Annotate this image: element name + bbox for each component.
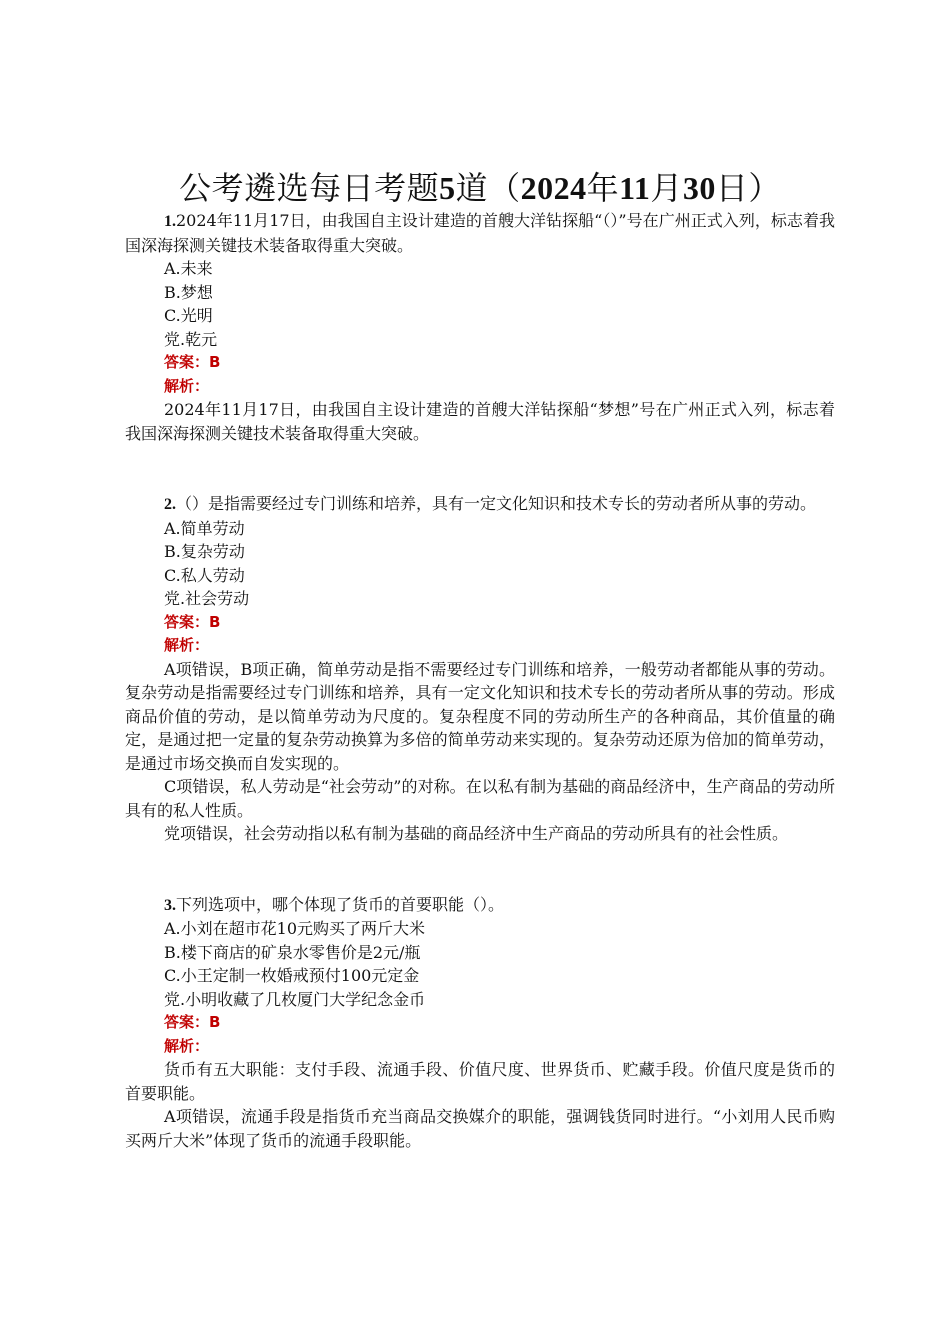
spacer [125, 846, 835, 870]
option-c: C.光明 [164, 306, 213, 325]
question-stem [125, 492, 835, 517]
option-b: B.复杂劳动 [164, 542, 245, 561]
question-number: 2. [164, 496, 176, 513]
question-text: 2024年11月17日，由我国自主设计建造的首艘大洋钻探船“（）”号在广州正式入列，标志着我国深海探测关键技术装备取得重大突破。 [125, 211, 835, 255]
analysis-paragraph: C项错误，私人劳动是“社会劳动”的对称。在以私有制为基础的商品经济中，生产商品的劳动所具有的私人性质。 [125, 777, 835, 820]
analysis-paragraph: 2024年11月17日，由我国自主设计建造的首艘大洋钻探船“梦想”号在广州正式入列，标志着我国深海探测关键技术装备取得重大突破。 [125, 400, 835, 443]
question-text: （）是指需要经过专门训练和培养，具有一定文化知识和技术专长的劳动者所从事的劳动。 [176, 494, 817, 513]
title-month: 11 [619, 170, 651, 206]
title-day: 30 [682, 170, 716, 206]
question-text: 下列选项中，哪个体现了货币的首要职能（）。 [176, 894, 505, 914]
question-number: 1. [164, 213, 176, 230]
page-title [120, 166, 840, 210]
analysis-paragraph: A项错误，B项正确，简单劳动是指不需要经过专门训练和培养，一般劳动者都能从事的劳动。复杂劳动是指需要经过专门训练和培养，具有一定文化知识和技术专长的劳动者所从事的劳动。形成商品价值的劳动，是以简单劳动为尺度的。复杂程度不同的劳动所生产的各种商品，其价值量的确定，是通过把一定量的复杂劳动换算为多倍的简单劳动来实现的。复杂劳动还原为倍加的简单劳动，是通过市场交换而自发实现的。 [125, 659, 835, 773]
title-month-unit: 月 [650, 169, 683, 207]
question-stem [125, 893, 835, 918]
question-list [125, 209, 835, 1152]
option-b: B.楼下商店的矿泉水零售价是2元/瓶 [164, 942, 421, 962]
title-text-mid: 道（ [455, 169, 521, 207]
spacer [125, 469, 835, 493]
analysis-paragraph: 货币有五大职能：支付手段、流通手段、价值尺度、世界货币、贮藏手段。价值尺度是货币的首要职能。 [125, 1060, 835, 1103]
title-text: 公考遴选每日考题 [179, 169, 440, 207]
option-d: 党.乾元 [164, 329, 218, 349]
question-block [125, 492, 835, 846]
option-c: C.私人劳动 [164, 565, 245, 585]
question-stem [125, 209, 835, 257]
title-count: 5 [439, 170, 456, 206]
question-number: 3. [164, 896, 176, 914]
title-year: 2024 [520, 170, 587, 206]
option-b: B.梦想 [164, 282, 213, 302]
spacer [125, 445, 835, 469]
analysis-label: 解析： [164, 636, 210, 654]
analysis-label: 解析： [164, 376, 210, 395]
option-d: 党.小明收藏了几枚厦门大学纪念金币 [164, 989, 426, 1009]
answer-label: 答案：B [164, 353, 221, 371]
option-d: 党.社会劳动 [164, 589, 250, 608]
option-a: A.简单劳动 [164, 518, 245, 538]
analysis-label: 解析： [164, 1036, 210, 1055]
spacer [125, 869, 835, 893]
option-a: A.小刘在超市花10元购买了两斤大米 [164, 919, 426, 938]
question-block [125, 209, 835, 445]
option-c: C.小王定制一枚婚戒预付100元定金 [164, 966, 420, 985]
question-block [125, 893, 835, 1153]
analysis-paragraph: A项错误，流通手段是指货币充当商品交换媒介的职能，强调钱货同时进行。“小刘用人民币购买两斤大米”体现了货币的流通手段职能。 [125, 1107, 835, 1150]
answer-label: 答案：B [164, 1013, 221, 1031]
option-a: A.未来 [164, 259, 213, 278]
title-day-unit: 日） [715, 169, 781, 207]
answer-label: 答案：B [164, 612, 221, 631]
title-year-unit: 年 [586, 169, 620, 207]
analysis-paragraph: 党项错误，社会劳动指以私有制为基础的商品经济中生产商品的劳动所具有的社会性质。 [164, 824, 789, 843]
